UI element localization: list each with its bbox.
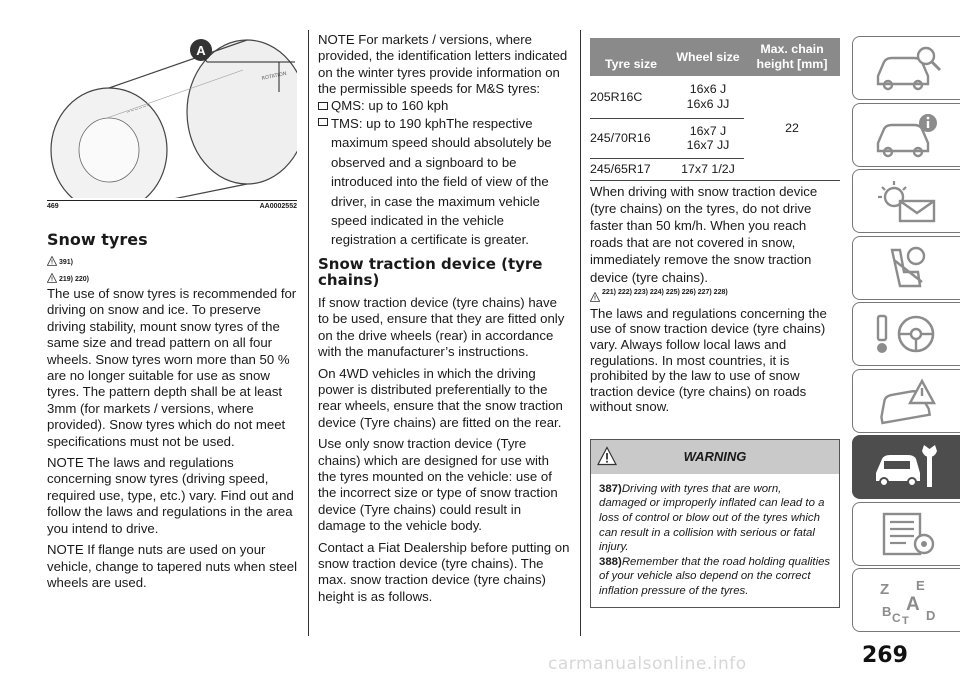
tab-lights-messages[interactable]: [852, 169, 960, 233]
tab-starting-driving[interactable]: [852, 302, 960, 366]
col3-body: [590, 183, 840, 415]
paragraph: When driving with snow traction device (tyre chains) on the tyres, do not drive faster than 50 km/h. When you reach roads that are not covered in snow, immediately remove the snow traction device (tyre chains).: [590, 183, 818, 285]
warning-title: WARNING: [683, 449, 747, 465]
warning-triangle-icon: [47, 256, 57, 266]
subsection-title: Snow traction device (tyre chains): [318, 254, 543, 290]
warning-box: [590, 439, 840, 608]
table-row: [590, 76, 840, 118]
spec-sheet-icon: [870, 508, 944, 560]
key-steering-wheel-icon: [870, 308, 944, 360]
section-title: Snow tyres: [47, 230, 148, 249]
paragraph: On 4WD vehicles in which the driving power is distributed preferentially to the rear wheels, ensure that the snow traction device (Tyre chains) are fitted on the rear.: [318, 365, 563, 430]
paragraph: The use of snow tyres is recommended for driving on snow and ice. To preserve driving stability, mount snow tyres of the same size and tread pattern on all four wheels. Snow tyres worn more than 50 % are no longer suitable for use as snow tyres. The pattern depth shall be at least 3mm (for markets / versions, where provided). Snow tyres which do not meet specifications must not be used.: [47, 286, 297, 449]
tyre-illustration: [47, 22, 297, 198]
warning-ref-text: 221) 222) 223) 224) 225) 226) 227) 228): [602, 289, 728, 297]
car-wrench-icon: [870, 441, 944, 493]
svg-text:ROTATION: ROTATION: [261, 70, 288, 82]
warning-triangle-icon: [597, 446, 617, 466]
wheel-size-cell: 16x7 J 16x7 JJ: [672, 118, 744, 158]
figure-callout-label: A: [196, 43, 206, 58]
warning-item-text: Remember that the road holding qualities of your vehicle also depend on the correct inflation pressure of the tyres.: [599, 555, 831, 598]
alphabetical-index-icon: [870, 574, 944, 626]
seat-airbag-icon: [870, 242, 944, 294]
tab-technical-specifications[interactable]: [852, 502, 960, 566]
paragraph: NOTE If flange nuts are used on your vehicle, change to tapered nuts when steel wheels are used.: [47, 542, 297, 590]
column-header: Wheel size: [672, 38, 744, 76]
svg-text:T: T: [901, 615, 909, 626]
bullet-square-icon: [318, 102, 328, 110]
tab-in-emergency[interactable]: [852, 369, 960, 433]
svg-text:E: E: [915, 578, 925, 593]
snow-tyre-figure: [47, 22, 297, 198]
caution-ref-text: 219) 220): [59, 276, 89, 283]
tab-servicing-maintenance[interactable]: [852, 435, 960, 499]
caution-reference: [47, 269, 297, 283]
car-info-icon: [870, 109, 944, 161]
paragraph: The laws and regulations concerning the use of snow traction device (tyre chains) vary. Always follow local laws and regulations. In most countries, it is prohibited by the law to use of snow traction device (tyre chains) on roads without snow.: [590, 305, 827, 415]
warning-item-number: 387): [599, 482, 622, 495]
warning-reference: [47, 252, 297, 266]
bullet-text: TMS: up to 190 kphThe respective maximum speed should absolutely be observed and a signboard to be introduced into the field of view of the driver, in case the maximum vehicle speed indicated in the vehicle registration a certificate is greater.: [331, 116, 552, 248]
chapter-tabs: [852, 36, 960, 635]
figure-code: AA0002552: [259, 203, 297, 210]
svg-text:Z: Z: [879, 581, 889, 598]
wheel-size-cell: 16x6 J 16x6 JJ: [672, 76, 744, 118]
svg-text:~~~~~~: ~~~~~~: [125, 102, 152, 116]
warning-header: [591, 440, 839, 474]
col1-body: [47, 286, 297, 591]
paragraph: Use only snow traction device (Tyre chains) which are designed for use with the tyres mounted on the vehicle: use of the incorrect size or type of snow traction device (Tyre chains) could result in damage to the vehicle body.: [318, 436, 558, 534]
column-divider: [580, 30, 581, 636]
tab-getting-to-know-car[interactable]: [852, 36, 960, 100]
tyre-size-cell: 245/65R17: [590, 158, 672, 180]
column-divider: [308, 30, 309, 636]
warning-triangle-icon: [590, 292, 600, 302]
warning-text: [591, 474, 839, 607]
watermark: carmanualsonline.info: [548, 654, 747, 674]
figure-number: 469: [47, 203, 59, 210]
caution-triangle-icon: [47, 273, 57, 283]
tyre-size-cell: 245/70R16: [590, 118, 672, 158]
chain-height-table: [590, 38, 840, 181]
paragraph: Contact a Fiat Dealership before putting on snow traction device (tyre chains). The max. snow traction device (tyre chains) height is as follows.: [318, 539, 570, 604]
car-search-icon: [870, 42, 944, 94]
warning-item: [599, 482, 831, 555]
paragraph: If snow traction device (tyre chains) have to be used, ensure that they are fitted only on the drive wheels (rear) in accordance with the manufacturer’s instructions.: [318, 294, 565, 360]
wheel-size-cell: 17x7 1/2J: [672, 158, 744, 180]
car-emergency-icon: [870, 375, 944, 427]
tab-index[interactable]: [852, 568, 960, 632]
bullet-text: QMS: up to 160 kph: [331, 97, 449, 113]
warning-item-text: Driving with tyres that are worn, damaged or improperly inflated can lead to a loss of control or blow out of the tyres which can result in a collision with serious or fatal injury.: [599, 482, 825, 554]
column-right: [590, 38, 840, 608]
column-middle: [318, 32, 570, 610]
warning-ref-text: 391): [59, 259, 74, 266]
chain-height-cell: 22: [744, 76, 840, 180]
column-header: Max. chain height [mm]: [744, 38, 840, 76]
bullet-item: [318, 98, 570, 114]
column-left: [47, 22, 297, 596]
tyre-size-cell: 205R16C: [590, 76, 672, 118]
table-header-row: [590, 38, 840, 76]
warning-light-message-icon: [870, 175, 944, 227]
svg-text:A: A: [905, 594, 920, 615]
svg-text:B: B: [881, 604, 891, 619]
tab-knowing-instrument-panel[interactable]: [852, 103, 960, 167]
bullet-square-icon: [318, 118, 328, 126]
paragraph: NOTE The laws and regulations concerning snow tyres (driving speed, required use, type, etc.) vary. Find out and follow the laws and regulations in the area you intend to drive.: [47, 455, 294, 536]
paragraph: NOTE For markets / versions, where provided, the identification letters indicated on the winter tyres provide information on the permissible speeds for M&S tyres:: [318, 32, 568, 97]
warning-reference: [590, 288, 840, 302]
tab-safety[interactable]: [852, 236, 960, 300]
figure-caption: [47, 200, 297, 210]
svg-text:C: C: [891, 611, 901, 625]
page-number: 269: [862, 643, 908, 668]
svg-text:D: D: [925, 608, 935, 623]
warning-item: [599, 555, 831, 599]
bullet-item: [318, 114, 570, 250]
warning-item-number: 388): [599, 555, 622, 568]
column-header: Tyre size: [590, 38, 672, 76]
